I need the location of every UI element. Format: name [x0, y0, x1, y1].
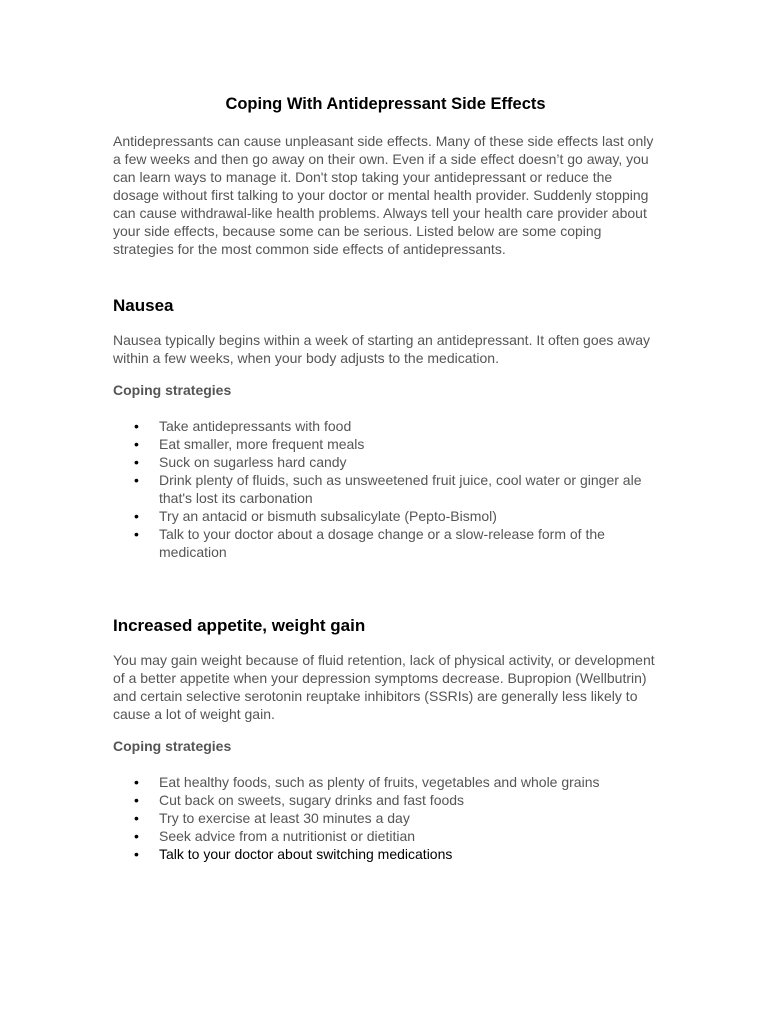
list-item-text: Talk to your doctor about switching medications [159, 846, 453, 862]
list-item [134, 809, 658, 827]
list-item [134, 827, 658, 845]
list-item-text: Eat smaller, more frequent meals [159, 436, 365, 452]
list-item-text: Suck on sugarless hard candy [159, 454, 347, 470]
list-item [134, 417, 658, 435]
list-item-text: Drink plenty of fluids, such as unsweetened fruit juice, cool water or ginger ale that's lost its carbonation [159, 472, 642, 506]
bullet-icon: • [134, 472, 139, 488]
section-heading-appetite: Increased appetite, weight gain [113, 616, 366, 635]
list-item-text: Talk to your doctor about a dosage change or a slow-release form of the medication [159, 526, 605, 560]
bullet-icon: • [134, 828, 139, 844]
section-paragraph-appetite: You may gain weight because of fluid retention, lack of physical activity, or development of a better appetite when your depression symptoms decrease. Bupropion (Wellbutrin) and certain selective serotonin reuptake inhibitors (SSRIs) are generally less likely to cause a lot of weight gain. [113, 652, 655, 722]
list-item [134, 471, 658, 507]
list-item [134, 845, 658, 863]
section-paragraph-nausea: Nausea typically begins within a week of starting an antidepressant. It often goes away within a few weeks, when your body adjusts to the medication. [113, 332, 650, 366]
list-item [134, 453, 658, 471]
list-item-text: Seek advice from a nutritionist or dietitian [159, 828, 416, 844]
document-page [113, 94, 658, 863]
coping-strategies-heading: Coping strategies [113, 738, 232, 754]
list-item-text: Try to exercise at least 30 minutes a day [159, 810, 410, 826]
list-item [134, 773, 658, 791]
section-appetite [113, 615, 658, 863]
bullet-icon: • [134, 846, 139, 862]
intro-paragraph: Antidepressants can cause unpleasant side effects. Many of these side effects last only a few weeks and then go away on their own. Even if a side effect doesn’t go away, you can learn ways to manage it. Don't stop taking your antidepressant or reduce the dosage without first talking to your doctor or mental health provider. Suddenly stopping can cause withdrawal-like health problems. Always tell your health care provider about your side effects, because some can be serious. Listed below are some coping strategies for the most common side effects of antidepressants. [113, 133, 654, 257]
document-title: Coping With Antidepressant Side Effects [225, 95, 546, 113]
list-item-text: Take antidepressants with food [159, 418, 352, 434]
bullet-icon: • [134, 810, 139, 826]
list-item [134, 435, 658, 453]
bullet-icon: • [134, 774, 139, 790]
list-item-text: Cut back on sweets, sugary drinks and fast foods [159, 792, 465, 808]
list-item [134, 525, 658, 561]
bullet-icon: • [134, 526, 139, 542]
bullet-icon: • [134, 436, 139, 452]
list-item [134, 507, 658, 525]
list-item-text: Try an antacid or bismuth subsalicylate (Pepto-Bismol) [159, 508, 497, 524]
section-nausea [113, 295, 658, 561]
coping-list-nausea [113, 417, 658, 561]
list-item-text: Eat healthy foods, such as plenty of fruits, vegetables and whole grains [159, 774, 600, 790]
coping-list-appetite [113, 773, 658, 863]
coping-strategies-heading: Coping strategies [113, 382, 232, 398]
bullet-icon: • [134, 508, 139, 524]
bullet-icon: • [134, 418, 139, 434]
list-item [134, 791, 658, 809]
bullet-icon: • [134, 454, 139, 470]
section-heading-nausea: Nausea [113, 296, 174, 315]
bullet-icon: • [134, 792, 139, 808]
